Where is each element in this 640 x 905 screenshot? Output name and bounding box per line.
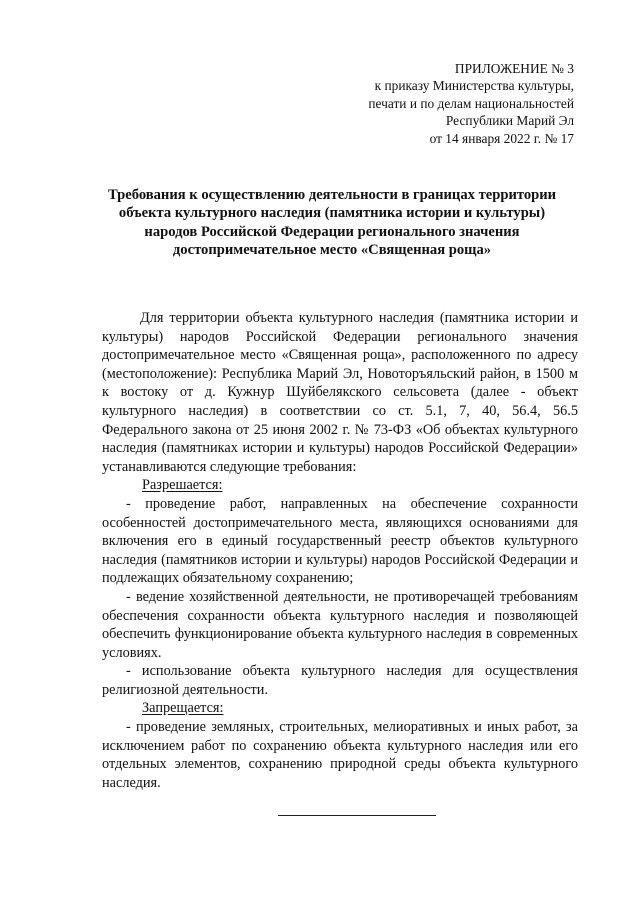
appendix-block (274, 60, 574, 147)
title-line: достопримечательное место «Священная роща» (172, 242, 492, 259)
allowed-item: - ведение хозяйственной деятельности, не противоречащей требованиям обеспечения сохранности объекта культурного наследия и позволяющей обеспечить функционирование объекта культурного наследия в современных условиях. (102, 588, 578, 661)
intro-paragraph: Для территории объекта культурного наследия (памятника истории и культуры) народов Российской Федерации регионального значения достопримечательное место «Священная роща», расположенного по адресу (местоположение): Республика Марий Эл, Новоторъяльский район, в 1500 м к востоку от д. Кужнур Шуйбелякского сельсовета (далее - объект культурного наследия) в соответствии со ст. 5.1, 7, 40, 56.4, 56.5 Федерального закона от 25 июня 2002 г. № 73-ФЗ «Об объектах культурного наследия (памятниках истории и культуры) народов Российской Федерации» устанавливаются следующие требования: (102, 310, 578, 475)
appendix-line: Республики Марий Эл (445, 113, 574, 129)
allowed-heading: Разрешается: (142, 477, 223, 494)
document-title (72, 186, 592, 260)
forbidden-item: - проведение земляных, строительных, мелиоративных и иных работ, за исключением работ по сохранению объекта культурного наследия или его отдельных элементов, сохранению природной среды объекта культурного наследия. (102, 719, 578, 791)
signature-line (278, 815, 436, 816)
appendix-line: печати и по делам национальностей (368, 95, 574, 111)
allowed-item: - проведение работ, направленных на обеспечение сохранности особенностей достопримечательного места, являющихся основаниями для включения его в единый государственный реестр объектов культурного наследия (памятников истории и культуры) народов Российской Федерации и подлежащих обязательному сохранению; (102, 495, 578, 587)
forbidden-heading: Запрещается: (142, 700, 224, 717)
appendix-line: к приказу Министерства культуры, (374, 78, 574, 94)
appendix-line: от 14 января 2022 г. № 17 (429, 130, 574, 146)
title-line: народов Российской Федерации регионального значения (144, 223, 520, 240)
title-line: Требования к осуществлению деятельности в границах территории (107, 187, 557, 203)
appendix-line: ПРИЛОЖЕНИЕ № 3 (454, 61, 574, 76)
document-body (102, 309, 578, 792)
title-line: объекта культурного наследия (памятника истории и культуры) (118, 205, 546, 222)
allowed-item: - использование объекта культурного наследия для осуществления религиозной деятельности. (102, 663, 578, 698)
